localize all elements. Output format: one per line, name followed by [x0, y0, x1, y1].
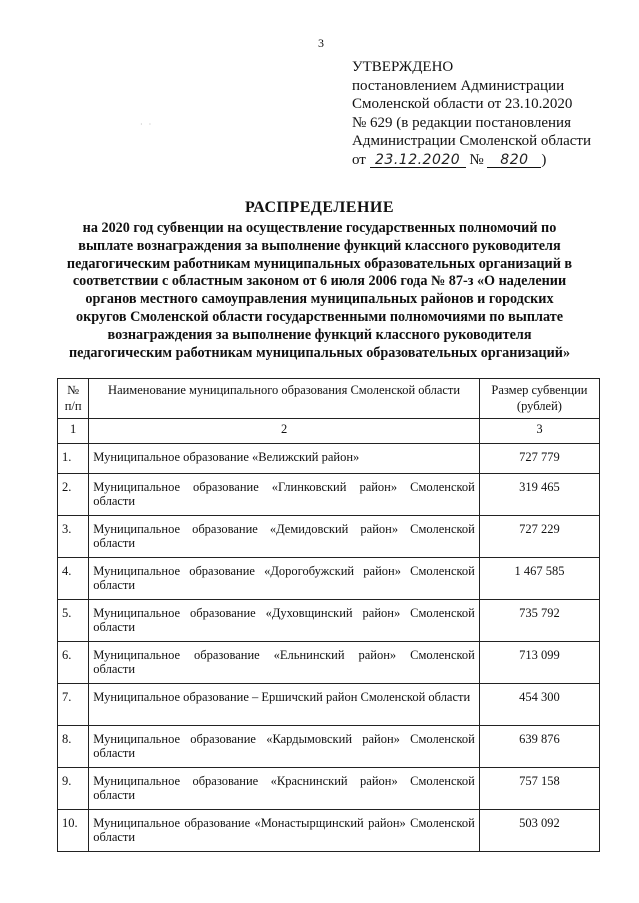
- row-amount: 503 092: [479, 810, 599, 852]
- row-amount: 713 099: [479, 642, 599, 684]
- header-amount: Размер субвенции (рублей): [479, 379, 599, 419]
- header-num: № п/п: [58, 379, 89, 419]
- table-row: [58, 726, 600, 768]
- subtitle-line: вознаграждения за выполнение функций классного руководителя: [107, 326, 532, 343]
- row-amount: 639 876: [479, 726, 599, 768]
- row-amount: 757 158: [479, 768, 599, 810]
- table-row: [58, 474, 600, 516]
- row-amount: 727 229: [479, 516, 599, 558]
- row-amount: 727 779: [479, 444, 599, 474]
- approval-line: Администрации Смоленской области: [352, 133, 591, 149]
- row-num: 2.: [58, 474, 89, 516]
- row-name: Муниципальное образование «Монастырщинский район» Смоленской области: [89, 810, 480, 852]
- row-num: 6.: [58, 642, 89, 684]
- table-row: [58, 768, 600, 810]
- row-num: 3.: [58, 516, 89, 558]
- document-title: РАСПРЕДЕЛЕНИЕ: [244, 199, 395, 216]
- handwritten-number: 820: [487, 153, 541, 168]
- row-num: 8.: [58, 726, 89, 768]
- table-index-row: [58, 419, 600, 444]
- sign-prefix: от: [352, 151, 366, 168]
- row-amount: 454 300: [479, 684, 599, 726]
- row-name: Муниципальное образование «Ельнинский район» Смоленской области: [89, 642, 480, 684]
- approval-line: № 629 (в редакции постановления: [352, 114, 571, 131]
- page-number: 3: [318, 36, 324, 50]
- handwritten-date: 23.12.2020: [370, 153, 466, 168]
- approval-signature-line: [352, 151, 622, 170]
- subtitle-line: выплате вознаграждения за выполнение функций классного руководителя: [78, 237, 561, 254]
- row-name: Муниципальное образование «Демидовский район» Смоленской области: [89, 516, 480, 558]
- table-row: [58, 642, 600, 684]
- sign-number-label: №: [469, 151, 484, 168]
- table-row: [58, 558, 600, 600]
- row-name: Муниципальное образование «Велижский район»: [89, 444, 480, 474]
- table-header-row: [58, 379, 600, 419]
- subtitle-line: педагогическим работникам муниципальных образовательных организаций в: [66, 255, 573, 272]
- header-name: Наименование муниципального образования Смоленской области: [89, 379, 480, 419]
- row-amount: 1 467 585: [479, 558, 599, 600]
- row-num: 4.: [58, 558, 89, 600]
- document-subtitle: [40, 220, 599, 362]
- subtitle-line: на 2020 год субвенции на осуществление государственных полномочий по: [82, 220, 557, 236]
- subtitle-line: соответствии с областным законом от 6 июля 2006 года № 87-з «О наделении: [72, 273, 567, 290]
- row-name: Муниципальное образование «Кардымовский район» Смоленской области: [89, 726, 480, 768]
- table-row: [58, 600, 600, 642]
- row-num: 1.: [58, 444, 89, 474]
- index-cell: 3: [479, 419, 599, 444]
- row-name: Муниципальное образование «Глинковский район» Смоленской области: [89, 474, 480, 516]
- subtitle-line: округов Смоленской области государственными полномочиями по выплате: [76, 308, 563, 325]
- row-num: 9.: [58, 768, 89, 810]
- approval-line: Смоленской области от 23.10.2020: [352, 96, 573, 112]
- row-amount: 735 792: [479, 600, 599, 642]
- sign-suffix: ): [541, 151, 547, 168]
- row-name: Муниципальное образование «Духовщинский район» Смоленской области: [89, 600, 480, 642]
- index-cell: 2: [89, 419, 480, 444]
- row-name: Муниципальное образование «Дорогобужский район» Смоленской области: [89, 558, 480, 600]
- row-name: Муниципальное образование «Краснинский район» Смоленской области: [89, 768, 480, 810]
- approval-block: [352, 58, 622, 169]
- table-row: [58, 684, 600, 726]
- row-num: 10.: [58, 810, 89, 852]
- subtitle-line: органов местного самоуправления муниципальных районов и городских: [85, 291, 554, 308]
- table-row: [58, 516, 600, 558]
- table-row: [58, 810, 600, 852]
- distribution-table: [57, 378, 600, 852]
- scan-artifact: · ·: [140, 120, 154, 129]
- table-row: [58, 444, 600, 474]
- approval-heading: УТВЕРЖДЕНО: [352, 59, 454, 75]
- approval-line: постановлением Администрации: [352, 77, 565, 94]
- row-amount: 319 465: [479, 474, 599, 516]
- subtitle-line: педагогическим работникам муниципальных образовательных организаций»: [68, 344, 571, 361]
- index-cell: 1: [58, 419, 89, 444]
- row-num: 5.: [58, 600, 89, 642]
- row-name: Муниципальное образование – Ершичский район Смоленской области: [89, 684, 480, 726]
- row-num: 7.: [58, 684, 89, 726]
